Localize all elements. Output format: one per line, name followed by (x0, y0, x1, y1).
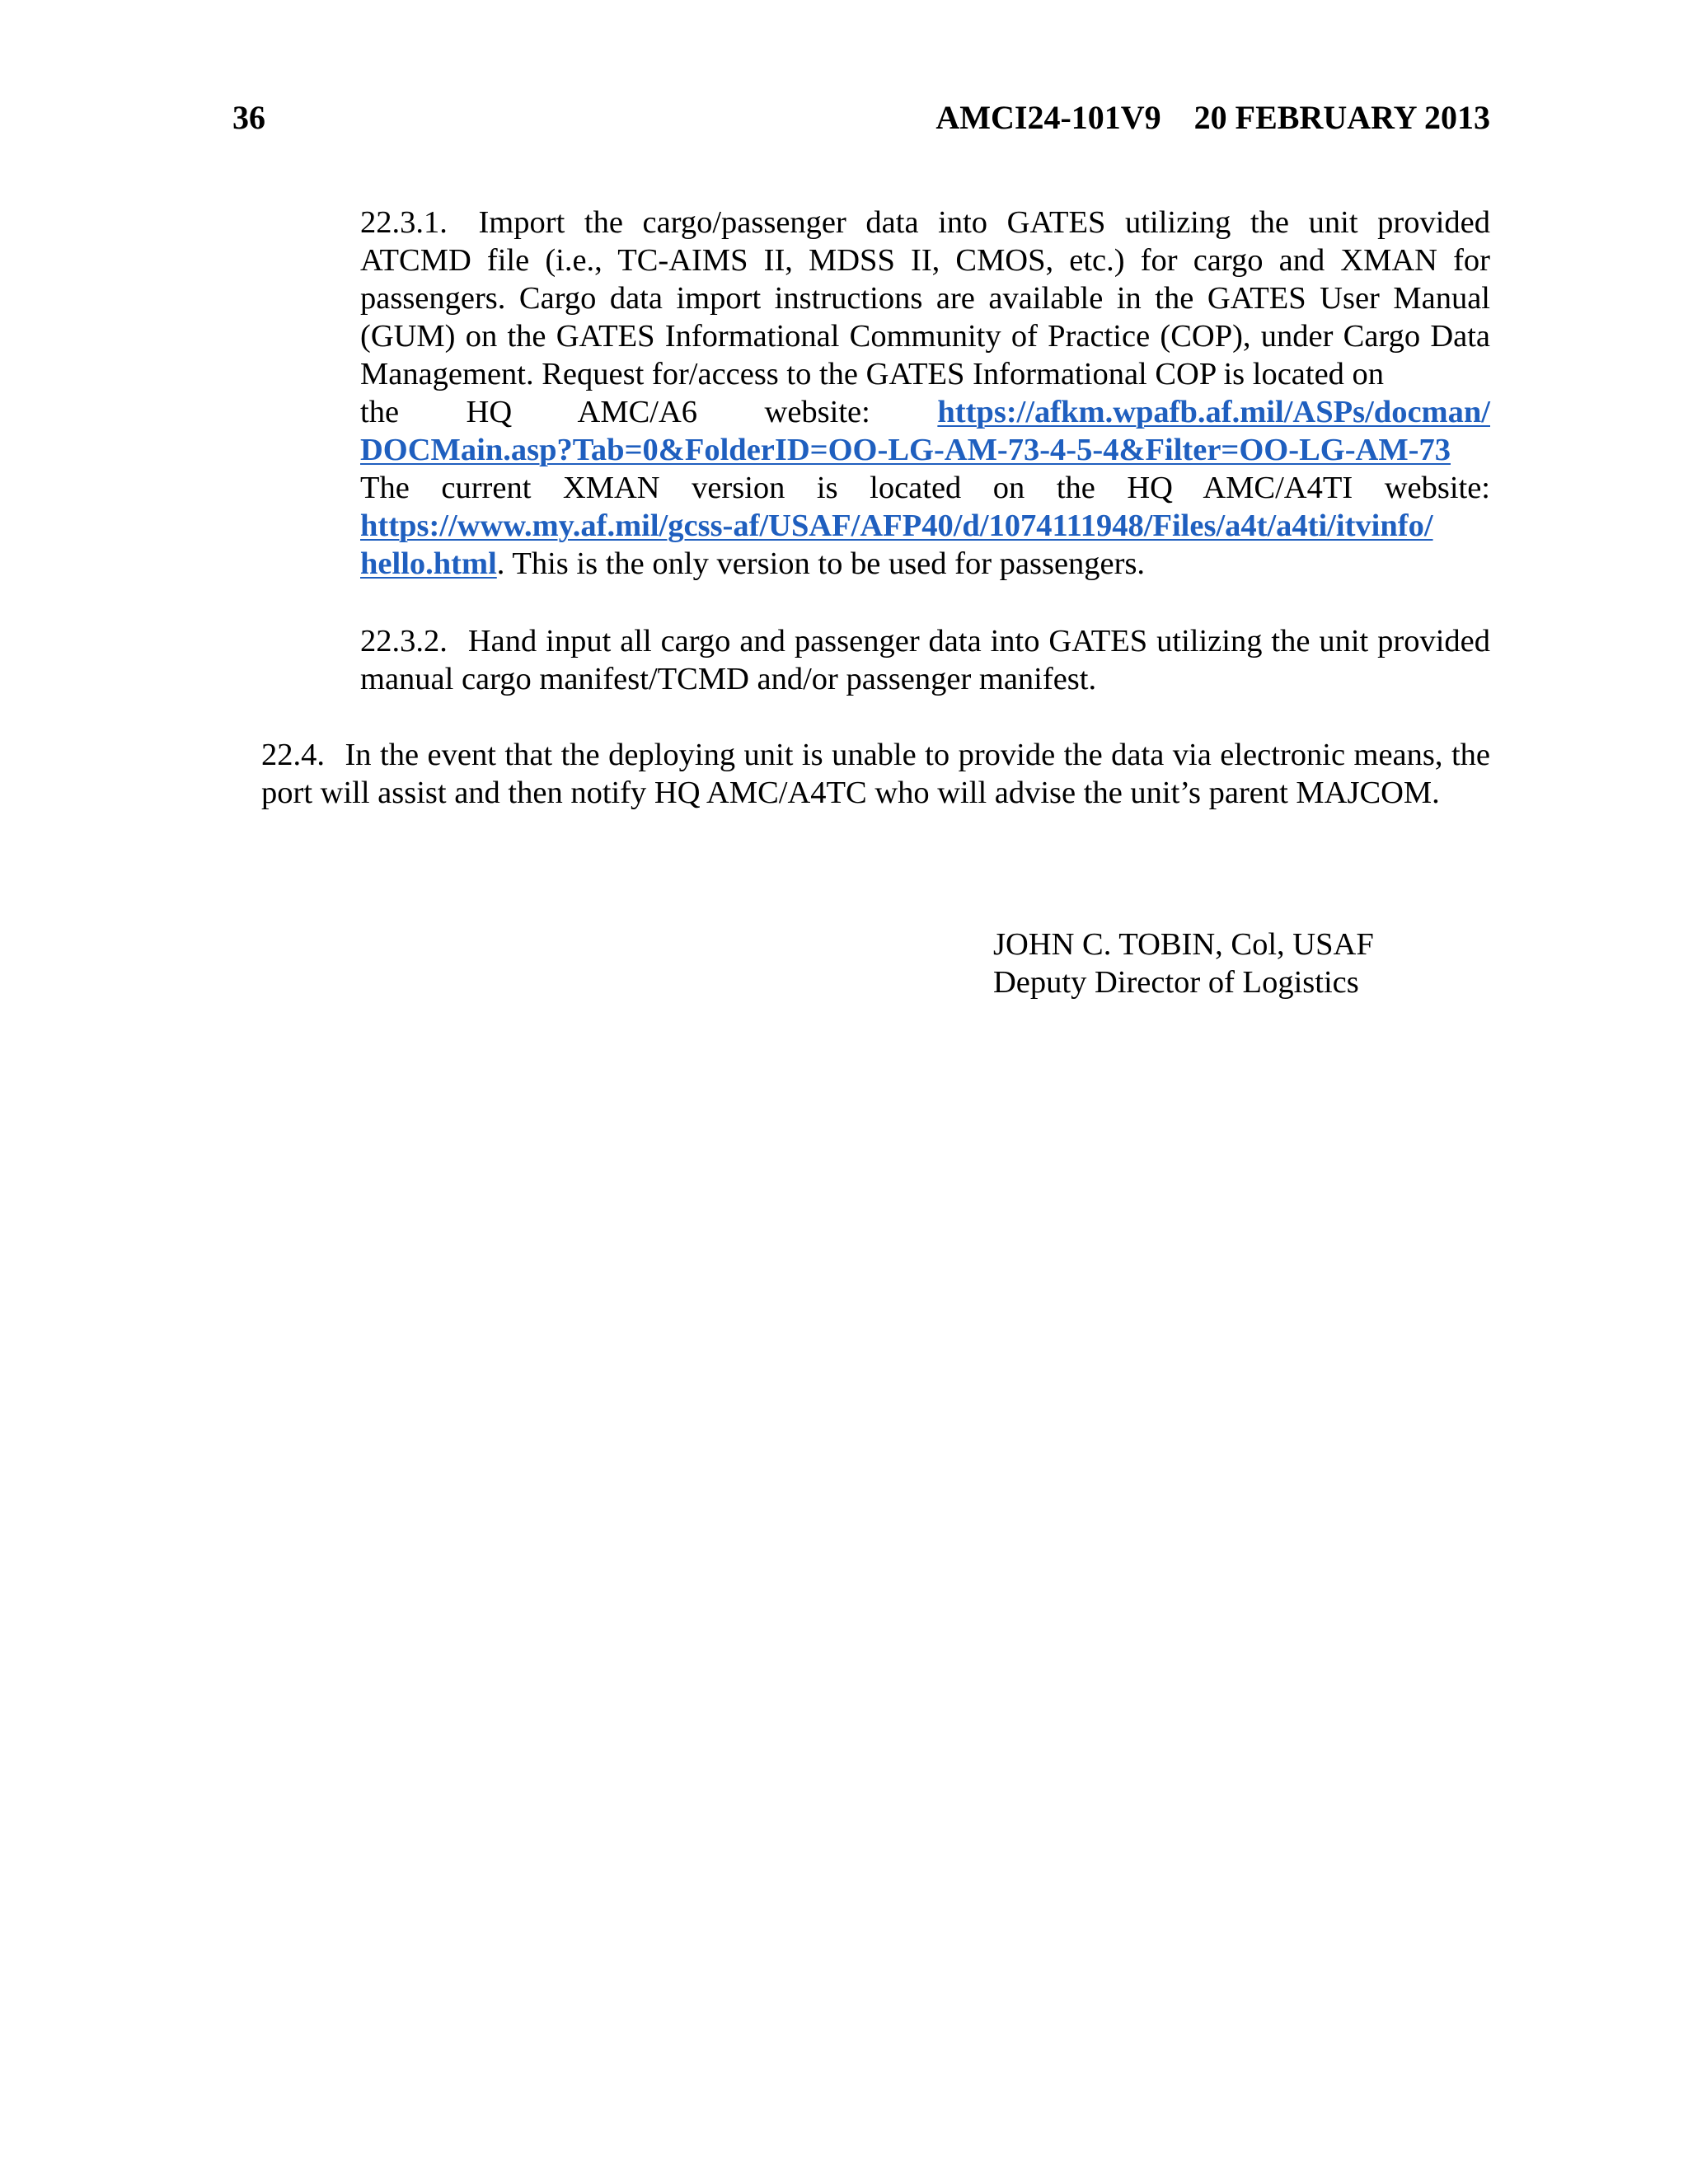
website-intro-text: the HQ AMC/A6 website: (360, 395, 870, 429)
xman-link-continuation[interactable]: hello.html (360, 546, 497, 581)
paragraph-number: 22.3.1. (360, 205, 448, 240)
xman-link-line (360, 507, 1490, 545)
website-line (360, 393, 1490, 431)
paragraph-22-4 (261, 736, 1490, 812)
paragraph-number: 22.3.2. (360, 624, 448, 658)
signatory-title: Deputy Director of Logistics (993, 965, 1359, 1000)
paragraph-text: Import the cargo/passenger data into GATES utilizing the unit provided ATCMD file (i.e., TC-AIMS II, MDSS II, CMOS, etc.) for cargo and XMAN for passengers. Cargo data import instructions are available in the GATES User Manual (GUM) on the GATES Informational Community of Practice (COP), under Cargo Data Management. Request for/access to the GATES Informational COP is located on (360, 205, 1490, 391)
signatory-name: JOHN C. TOBIN, Col, USAF (993, 927, 1374, 962)
xman-text: The current XMAN version is located on the HQ AMC/A4TI website: (360, 471, 1490, 505)
xman-link-end-line (360, 545, 1490, 583)
page-number: 36 (232, 99, 265, 136)
link-continuation-line (360, 431, 1490, 469)
signature-block (993, 926, 1374, 1001)
closing-text: . This is the only version to be used for passengers. (496, 546, 1146, 581)
paragraph-22-3-2 (360, 622, 1490, 698)
gates-cop-link[interactable]: https://afkm.wpafb.af.mil/ASPs/docman/ (937, 395, 1490, 429)
gates-cop-link-continuation[interactable]: DOCMain.asp?Tab=0&FolderID=OO-LG-AM-73-4-5-4&Filter=OO-LG-AM-73 (360, 433, 1451, 467)
paragraph-22-3-1 (360, 204, 1490, 583)
paragraph-text: Hand input all cargo and passenger data into GATES utilizing the unit provided manual cargo manifest/TCMD and/or passenger manifest. (360, 624, 1491, 696)
paragraph-number: 22.4. (261, 738, 325, 772)
paragraph-text: In the event that the deploying unit is unable to provide the data via electronic means, the port will assist and then notify HQ AMC/A4TC who will advise the unit’s parent MAJCOM. (261, 738, 1491, 810)
xman-link[interactable]: https://www.my.af.mil/gcss-af/USAF/AFP40/d/1074111948/Files/a4t/a4ti/itvinfo/ (360, 509, 1433, 543)
document-id-date: AMCI24-101V9 20 FEBRUARY 2013 (935, 99, 1490, 136)
xman-line (360, 469, 1490, 507)
page-header (232, 97, 1490, 138)
